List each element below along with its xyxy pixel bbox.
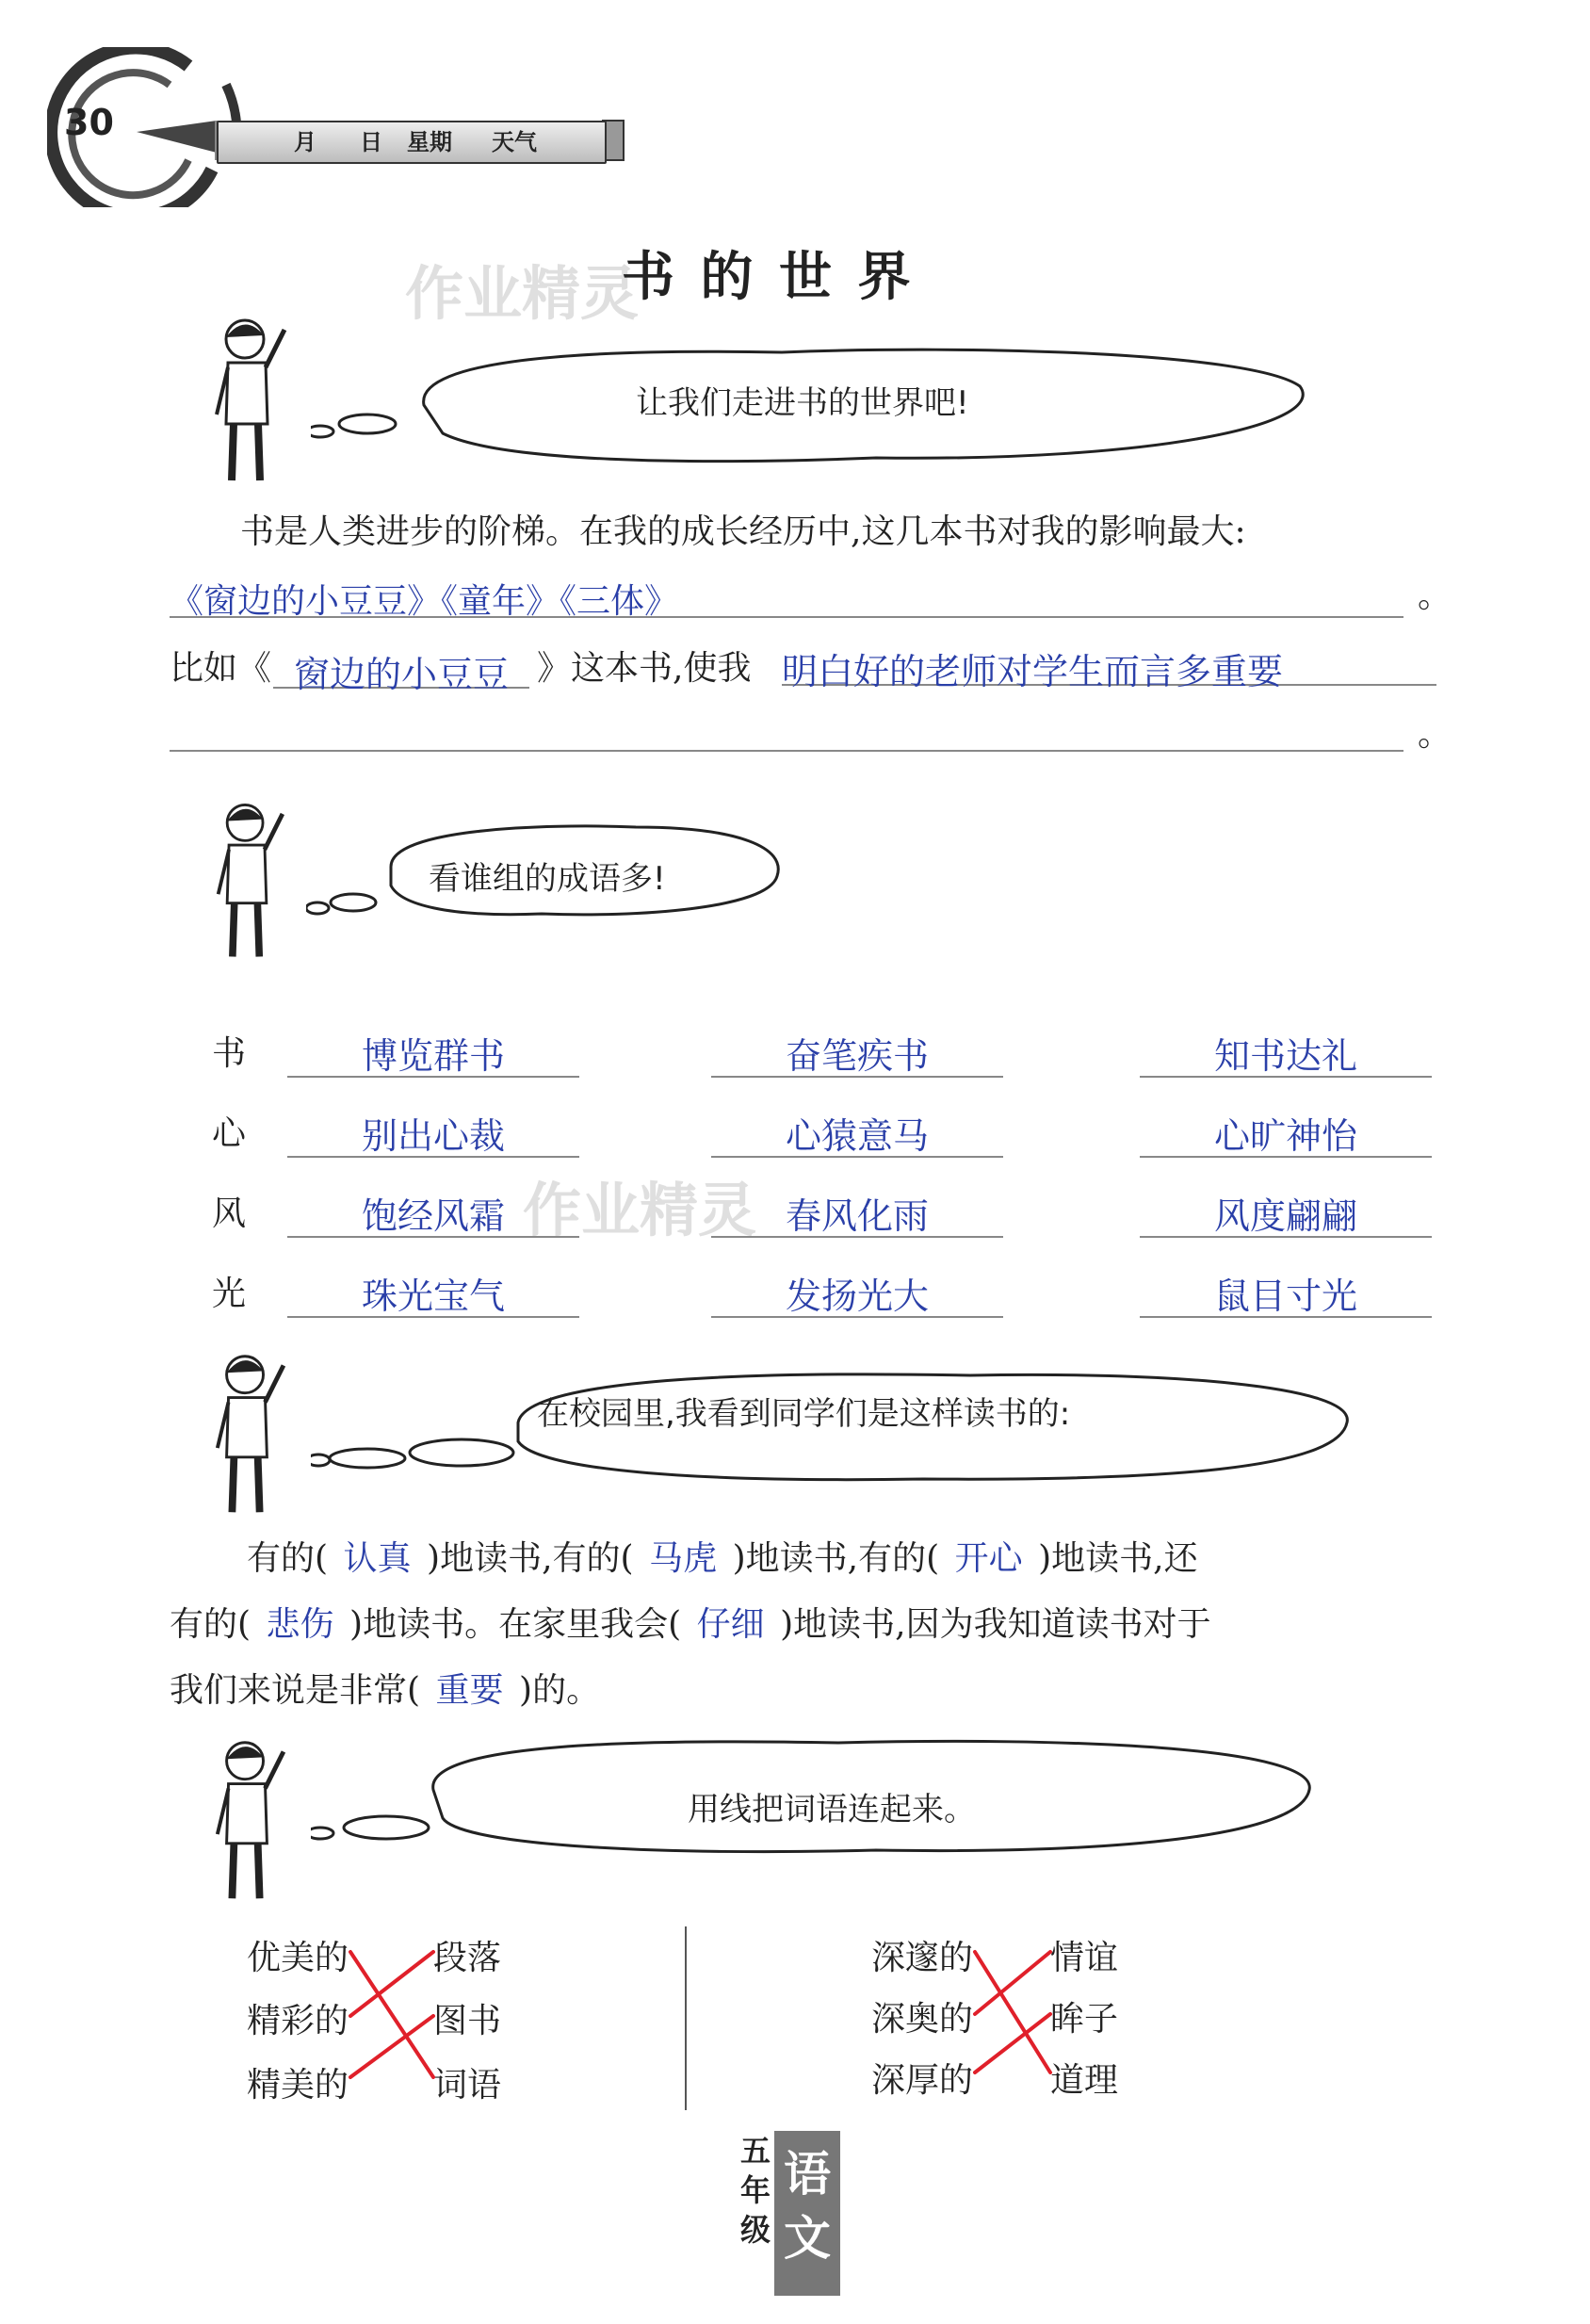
match-adj: 优美的 [247, 1939, 349, 1977]
text: 我们来说是非常( [170, 1671, 421, 1710]
match-noun: 段落 [433, 1939, 502, 1977]
grade-char: 五 [739, 2133, 771, 2169]
match-line [350, 1952, 433, 2077]
idiom-answer: 心猿意马 [711, 1107, 1003, 1158]
grade-label [737, 2131, 774, 2250]
match-adj: 精彩的 [247, 2002, 349, 2040]
match-line [975, 1952, 1050, 2072]
match-adj: 深厚的 [871, 2061, 974, 2100]
month-label: 月 [294, 129, 316, 155]
watermark-top: 作业精灵 [405, 259, 640, 328]
match-line [350, 2016, 433, 2077]
period-2: 。 [1418, 715, 1452, 754]
answer-blank: 重要 [435, 1671, 504, 1710]
idiom-answer: 饱经风霜 [287, 1187, 579, 1238]
period-1: 。 [1418, 577, 1452, 615]
text: )地读书。在家里我会( [349, 1605, 682, 1644]
text: )地读书,还 [1038, 1539, 1198, 1578]
text: )地读书,因为我知道读书对于 [780, 1605, 1211, 1644]
weekday-label: 星期 [407, 129, 452, 155]
match-noun: 情谊 [1050, 1939, 1119, 1977]
day-label: 日 [360, 129, 382, 155]
match-noun: 眸子 [1050, 2000, 1119, 2039]
match-noun: 词语 [433, 2066, 502, 2105]
text: )地读书,有的( [427, 1539, 634, 1578]
answer-blank: 悲伤 [266, 1605, 334, 1644]
idiom-answer: 奋笔疾书 [711, 1027, 1003, 1078]
answer-blank: 马虎 [649, 1539, 718, 1578]
grade-char: 年 [739, 2172, 771, 2208]
page-title: 书 的 世 界 [622, 246, 915, 308]
subject-char: 语 [784, 2146, 831, 2202]
effect-answer: 明白好的老师对学生而言多重要 [782, 651, 1284, 692]
book-answer: 窗边的小豆豆 [293, 654, 509, 695]
answer-blank: 认真 [343, 1539, 412, 1578]
answer-blank: 仔细 [696, 1605, 765, 1644]
example-mid: 》这本书,使我 [537, 649, 752, 688]
idiom-answer: 鼠目寸光 [1140, 1267, 1432, 1318]
weather-label: 天气 [492, 129, 537, 155]
idiom-answer: 发扬光大 [711, 1267, 1003, 1318]
watermark-middle: 作业精灵 [523, 1176, 757, 1244]
books-answer: 《窗边的小豆豆》《童年》《三体》 [170, 582, 679, 621]
match-line [975, 2014, 1050, 2072]
bubble-text-2: 看谁组的成语多! [429, 860, 666, 898]
match-noun: 图书 [433, 2002, 502, 2040]
text: 有的( [247, 1539, 329, 1578]
example-prefix: 比如《 [170, 649, 272, 688]
idiom-head-char: 心 [212, 1114, 247, 1153]
idiom-answer: 珠光宝气 [287, 1267, 579, 1318]
match-noun: 道理 [1050, 2061, 1119, 2100]
idiom-head-char: 光 [212, 1275, 247, 1313]
text: 有的( [170, 1605, 251, 1644]
idiom-answer: 博览群书 [287, 1027, 579, 1078]
idiom-head-char: 风 [212, 1195, 247, 1233]
match-adj: 深邃的 [871, 1939, 974, 1977]
idiom-answer: 风度翩翩 [1140, 1187, 1432, 1238]
bubble-text-1: 让我们走进书的世界吧! [636, 384, 969, 422]
grade-char: 级 [739, 2212, 771, 2248]
idiom-answer: 心旷神怡 [1140, 1107, 1432, 1158]
idiom-answer: 知书达礼 [1140, 1027, 1432, 1078]
subject-char: 文 [784, 2210, 831, 2266]
answer-blank: 开心 [954, 1539, 1023, 1578]
bubble-text-4: 用线把词语连起来。 [688, 1791, 976, 1828]
idiom-head-char: 书 [212, 1034, 247, 1073]
match-adj: 精美的 [247, 2066, 349, 2105]
subject-tab [774, 2131, 840, 2296]
text: )的。 [519, 1671, 601, 1710]
idiom-answer: 春风化雨 [711, 1187, 1003, 1238]
page-number: 30 [64, 102, 114, 143]
match-line [350, 1952, 433, 2016]
intro-text: 书是人类进步的阶梯。在我的成长经历中,这几本书对我的影响最大: [240, 512, 1246, 551]
bubble-text-3: 在校园里,我看到同学们是这样读书的: [537, 1395, 1071, 1433]
match-adj: 深奥的 [871, 2000, 974, 2039]
idiom-answer: 别出心裁 [287, 1107, 579, 1158]
match-line [975, 1952, 1050, 2014]
text: )地读书,有的( [732, 1539, 940, 1578]
